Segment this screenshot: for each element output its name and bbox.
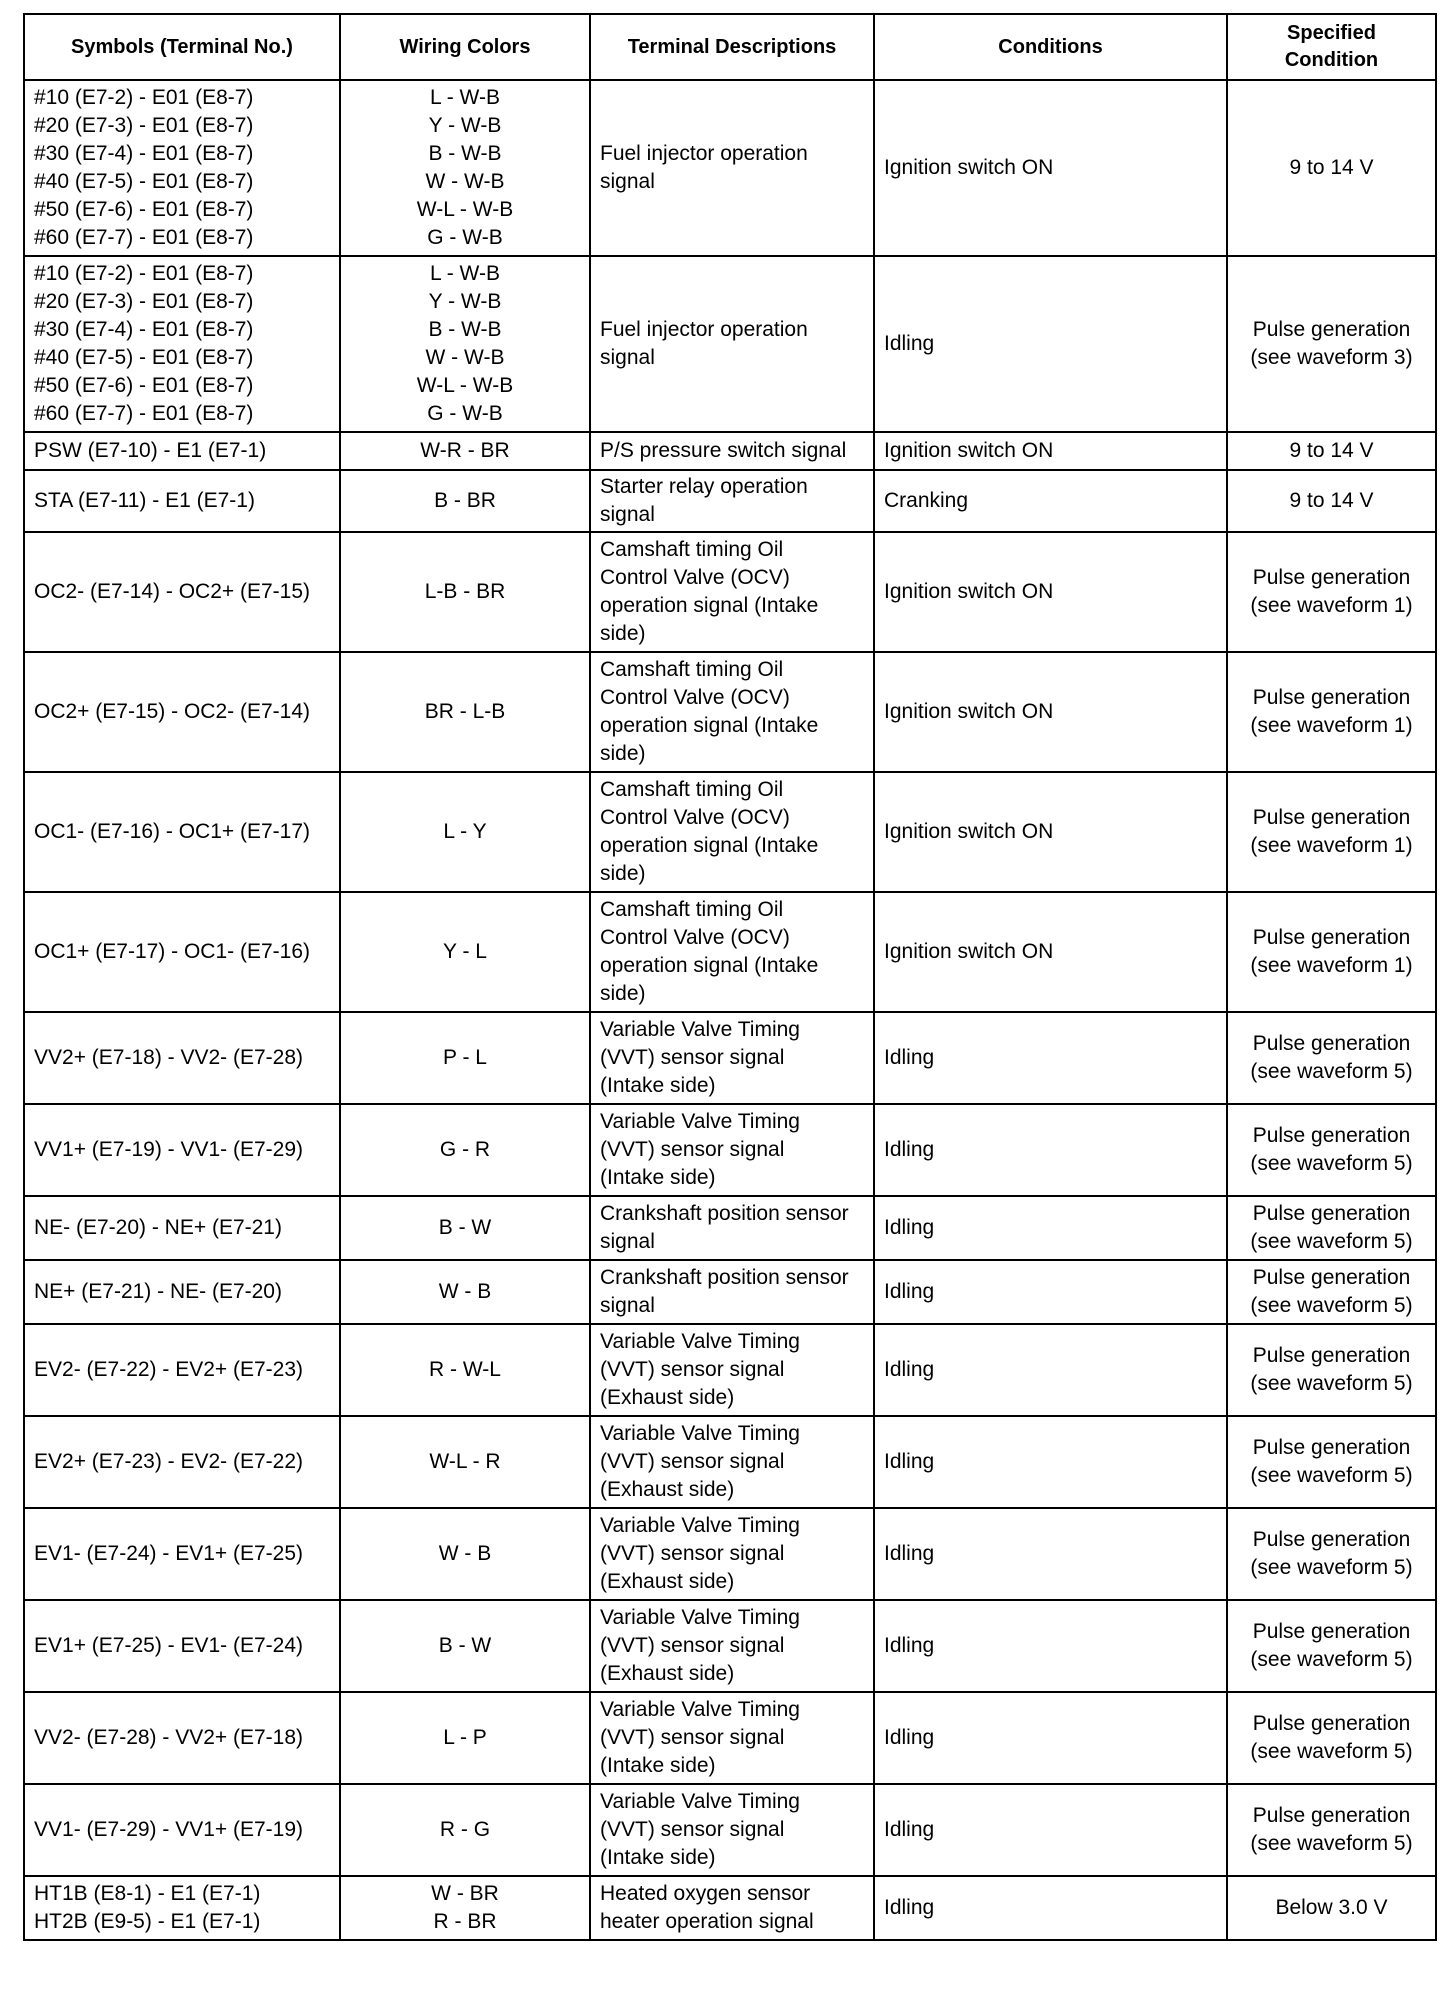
description-cell (590, 1876, 874, 1940)
specified-condition-cell (1227, 1416, 1436, 1508)
wiring-color-cell (340, 432, 590, 470)
symbol-cell-line: #20 (E7-3) - E01 (E8-7) (34, 290, 254, 313)
condition-cell (874, 1012, 1227, 1104)
description-cell-line: Variable Valve Timing (600, 1514, 800, 1537)
wiring-color-cell-line: R - BR (433, 1910, 497, 1933)
symbol-cell (24, 1324, 340, 1416)
wiring-color-cell-line: W-L - R (429, 1450, 501, 1473)
condition-cell-line: Idling (884, 1634, 935, 1657)
symbol-cell (24, 892, 340, 1012)
description-cell-line: Variable Valve Timing (600, 1790, 800, 1813)
condition-cell (874, 1196, 1227, 1260)
specified-condition-cell (1227, 1508, 1436, 1600)
header-symbols: Symbols (Terminal No.) (24, 14, 340, 80)
specified-condition-cell-line: (see waveform 5) (1250, 1152, 1413, 1175)
specified-condition-cell-line: (see waveform 1) (1250, 954, 1413, 977)
description-cell-line: signal (600, 1294, 655, 1317)
symbol-cell-line: #10 (E7-2) - E01 (E8-7) (34, 262, 254, 285)
symbol-cell (24, 470, 340, 532)
wiring-color-cell-line: Y - W-B (428, 114, 502, 137)
description-cell-line: Variable Valve Timing (600, 1110, 800, 1133)
condition-cell (874, 256, 1227, 432)
wiring-color-cell (340, 1784, 590, 1876)
wiring-color-cell-line: L - W-B (429, 86, 500, 109)
description-cell-line: side) (600, 742, 646, 765)
symbol-cell (24, 1784, 340, 1876)
symbol-cell-line: VV2- (E7-28) - VV2+ (E7-18) (34, 1726, 304, 1749)
wiring-color-cell-line: L - Y (443, 820, 487, 843)
symbol-cell (24, 1416, 340, 1508)
specified-condition-cell-line: Pulse generation (1252, 1712, 1411, 1735)
description-cell-line: signal (600, 170, 655, 193)
symbol-cell-line: STA (E7-11) - E1 (E7-1) (34, 489, 255, 512)
symbol-cell-line: EV2- (E7-22) - EV2+ (E7-23) (34, 1358, 304, 1381)
description-cell-line: (VVT) sensor signal (600, 1358, 785, 1381)
table-row (24, 1876, 1436, 1940)
wiring-color-cell-line: W - B (438, 1280, 492, 1303)
condition-cell (874, 532, 1227, 652)
description-cell-line: Crankshaft position sensor (600, 1202, 849, 1225)
description-cell (590, 1012, 874, 1104)
description-cell-line: (VVT) sensor signal (600, 1542, 785, 1565)
description-cell-line: P/S pressure switch signal (600, 439, 847, 462)
symbol-cell (24, 1196, 340, 1260)
symbol-cell-line: #30 (E7-4) - E01 (E8-7) (34, 318, 254, 341)
condition-cell-line: Idling (884, 1216, 935, 1239)
symbol-cell (24, 256, 340, 432)
symbol-cell-line: #40 (E7-5) - E01 (E8-7) (34, 346, 254, 369)
condition-cell (874, 1104, 1227, 1196)
condition-cell-line: Idling (884, 332, 935, 355)
specified-condition-cell-line: Pulse generation (1252, 1344, 1411, 1367)
wiring-color-cell (340, 532, 590, 652)
description-cell-line: operation signal (Intake (600, 954, 819, 977)
specified-condition-cell (1227, 1104, 1436, 1196)
condition-cell-line: Idling (884, 1450, 935, 1473)
symbol-cell (24, 532, 340, 652)
condition-cell (874, 470, 1227, 532)
description-cell-line: Fuel injector operation (600, 142, 808, 165)
condition-cell-line: Ignition switch ON (884, 439, 1054, 462)
table-row (24, 1416, 1436, 1508)
symbol-cell (24, 1260, 340, 1324)
description-cell-line: (Exhaust side) (600, 1570, 735, 1593)
table-row (24, 532, 1436, 652)
condition-cell (874, 1416, 1227, 1508)
table-row (24, 1508, 1436, 1600)
condition-cell (874, 80, 1227, 256)
wiring-color-cell (340, 652, 590, 772)
table-row (24, 256, 1436, 432)
symbol-cell-line: NE- (E7-20) - NE+ (E7-21) (34, 1216, 282, 1239)
specified-condition-cell-line: Pulse generation (1252, 318, 1411, 341)
condition-cell-line: Ignition switch ON (884, 820, 1054, 843)
description-cell (590, 1196, 874, 1260)
specified-condition-cell-line: (see waveform 1) (1250, 714, 1413, 737)
specified-condition-cell-line: (see waveform 5) (1250, 1648, 1413, 1671)
header-row (24, 14, 1436, 80)
condition-cell-line: Idling (884, 1358, 935, 1381)
condition-cell-line: Idling (884, 1726, 935, 1749)
table-row (24, 1692, 1436, 1784)
wiring-color-cell (340, 1876, 590, 1940)
wiring-color-cell-line: L - W-B (429, 262, 500, 285)
specified-condition-cell-line: Pulse generation (1252, 1528, 1411, 1551)
specified-condition-cell (1227, 256, 1436, 432)
description-cell (590, 432, 874, 470)
specified-condition-cell (1227, 432, 1436, 470)
wiring-color-cell (340, 1104, 590, 1196)
specified-condition-cell (1227, 470, 1436, 532)
description-cell-line: (Exhaust side) (600, 1478, 735, 1501)
condition-cell (874, 772, 1227, 892)
description-cell (590, 532, 874, 652)
description-cell-line: Camshaft timing Oil (600, 658, 784, 681)
condition-cell (874, 1600, 1227, 1692)
description-cell-line: Heated oxygen sensor (600, 1882, 811, 1905)
symbol-cell-line: VV1- (E7-29) - VV1+ (E7-19) (34, 1818, 304, 1841)
specified-condition-cell-line: (see waveform 5) (1250, 1464, 1413, 1487)
specified-condition-cell (1227, 532, 1436, 652)
specified-condition-cell (1227, 772, 1436, 892)
description-cell-line: (VVT) sensor signal (600, 1818, 785, 1841)
symbol-cell-line: #20 (E7-3) - E01 (E8-7) (34, 114, 254, 137)
specified-condition-cell-line: (see waveform 5) (1250, 1060, 1413, 1083)
table-row (24, 1324, 1436, 1416)
description-cell (590, 892, 874, 1012)
wiring-color-cell-line: W - B (438, 1542, 492, 1565)
wiring-color-cell-line: W-L - W-B (416, 198, 514, 221)
symbol-cell-line: NE+ (E7-21) - NE- (E7-20) (34, 1280, 282, 1303)
table-row (24, 652, 1436, 772)
symbol-cell-line: OC2- (E7-14) - OC2+ (E7-15) (34, 580, 310, 603)
description-cell (590, 80, 874, 256)
description-cell-line: operation signal (Intake (600, 594, 819, 617)
description-cell-line: Control Valve (OCV) (600, 806, 790, 829)
symbol-cell-line: #60 (E7-7) - E01 (E8-7) (34, 402, 254, 425)
wiring-color-cell (340, 1196, 590, 1260)
description-cell-line: Control Valve (OCV) (600, 926, 790, 949)
symbol-cell-line: #30 (E7-4) - E01 (E8-7) (34, 142, 254, 165)
specified-condition-cell-line: Pulse generation (1252, 1620, 1411, 1643)
wiring-color-cell-line: W-R - BR (420, 439, 510, 462)
wiring-color-cell-line: R - G (439, 1818, 491, 1841)
wiring-color-cell-line: W - BR (431, 1882, 499, 1905)
condition-cell-line: Ignition switch ON (884, 580, 1054, 603)
symbol-cell-line: #10 (E7-2) - E01 (E8-7) (34, 86, 254, 109)
specified-condition-cell-line: (see waveform 1) (1250, 834, 1413, 857)
table-row (24, 80, 1436, 256)
symbol-cell (24, 1104, 340, 1196)
description-cell-line: (Intake side) (600, 1754, 716, 1777)
description-cell-line: heater operation signal (600, 1910, 814, 1933)
specified-condition-cell-line: (see waveform 5) (1250, 1372, 1413, 1395)
wiring-color-cell-line: Y - W-B (428, 290, 502, 313)
wiring-color-cell (340, 470, 590, 532)
wiring-color-cell (340, 1324, 590, 1416)
wiring-color-cell-line: B - W-B (428, 318, 502, 341)
description-cell (590, 652, 874, 772)
description-cell-line: Variable Valve Timing (600, 1018, 800, 1041)
table-row (24, 1196, 1436, 1260)
header-specified-line: Condition (1284, 49, 1379, 71)
symbol-cell (24, 772, 340, 892)
description-cell-line: Camshaft timing Oil (600, 898, 784, 921)
condition-cell (874, 652, 1227, 772)
condition-cell (874, 1876, 1227, 1940)
condition-cell-line: Cranking (884, 489, 969, 512)
specified-condition-cell (1227, 652, 1436, 772)
specified-condition-cell-line: 9 to 14 V (1289, 156, 1374, 179)
symbol-cell (24, 1012, 340, 1104)
description-cell-line: Camshaft timing Oil (600, 538, 784, 561)
specified-condition-cell-line: (see waveform 1) (1250, 594, 1413, 617)
specified-condition-cell (1227, 1876, 1436, 1940)
header-specified-line: Specified (1287, 22, 1376, 44)
symbol-cell (24, 652, 340, 772)
symbol-cell (24, 1508, 340, 1600)
symbol-cell (24, 1692, 340, 1784)
wiring-color-cell-line: G - R (439, 1138, 491, 1161)
specified-condition-cell-line: 9 to 14 V (1289, 489, 1374, 512)
description-cell (590, 1508, 874, 1600)
description-cell-line: (Exhaust side) (600, 1386, 735, 1409)
condition-cell-line: Idling (884, 1818, 935, 1841)
symbol-cell-line: EV1- (E7-24) - EV1+ (E7-25) (34, 1542, 304, 1565)
table-row (24, 1012, 1436, 1104)
condition-cell (874, 1692, 1227, 1784)
description-cell-line: (VVT) sensor signal (600, 1634, 785, 1657)
table-row (24, 772, 1436, 892)
description-cell-line: signal (600, 503, 655, 526)
wiring-color-cell (340, 892, 590, 1012)
symbol-cell (24, 432, 340, 470)
specified-condition-cell (1227, 1692, 1436, 1784)
symbol-cell-line: HT1B (E8-1) - E1 (E7-1) (34, 1882, 261, 1905)
table-row (24, 1784, 1436, 1876)
description-cell-line: operation signal (Intake (600, 834, 819, 857)
condition-cell (874, 892, 1227, 1012)
specified-condition-cell-line: Pulse generation (1252, 806, 1411, 829)
symbol-cell-line: EV2+ (E7-23) - EV2- (E7-22) (34, 1450, 304, 1473)
condition-cell (874, 1508, 1227, 1600)
wiring-color-cell (340, 1012, 590, 1104)
wiring-color-cell (340, 1260, 590, 1324)
symbol-cell (24, 1876, 340, 1940)
description-cell-line: Control Valve (OCV) (600, 686, 790, 709)
condition-cell-line: Ignition switch ON (884, 700, 1054, 723)
condition-cell-line: Idling (884, 1046, 935, 1069)
description-cell-line: Starter relay operation (600, 475, 808, 498)
specified-condition-cell-line: (see waveform 5) (1250, 1832, 1413, 1855)
description-cell-line: Fuel injector operation (600, 318, 808, 341)
specified-condition-cell (1227, 1012, 1436, 1104)
specified-condition-cell-line: Pulse generation (1252, 1124, 1411, 1147)
condition-cell-line: Idling (884, 1542, 935, 1565)
wiring-color-cell-line: BR - L-B (424, 700, 506, 723)
table-row (24, 432, 1436, 470)
description-cell-line: (VVT) sensor signal (600, 1046, 785, 1069)
terminal-table (23, 13, 1437, 1941)
wiring-color-cell (340, 256, 590, 432)
condition-cell-line: Ignition switch ON (884, 940, 1054, 963)
condition-cell (874, 432, 1227, 470)
description-cell-line: side) (600, 622, 646, 645)
symbol-cell-line: #50 (E7-6) - E01 (E8-7) (34, 198, 254, 221)
wiring-color-cell-line: R - W-L (429, 1358, 501, 1381)
symbol-cell-line: HT2B (E9-5) - E1 (E7-1) (34, 1910, 261, 1933)
symbol-cell-line: PSW (E7-10) - E1 (E7-1) (34, 439, 267, 462)
symbol-cell-line: OC1- (E7-16) - OC1+ (E7-17) (34, 820, 310, 843)
condition-cell (874, 1260, 1227, 1324)
specified-condition-cell (1227, 80, 1436, 256)
wiring-color-cell (340, 1692, 590, 1784)
wiring-color-cell-line: W-L - W-B (416, 374, 514, 397)
table-row (24, 1260, 1436, 1324)
description-cell-line: Variable Valve Timing (600, 1606, 800, 1629)
description-cell-line: Camshaft timing Oil (600, 778, 784, 801)
wiring-color-cell (340, 1600, 590, 1692)
specified-condition-cell-line: Pulse generation (1252, 1032, 1411, 1055)
wiring-color-cell-line: G - W-B (427, 226, 503, 249)
wiring-color-cell-line: B - W (438, 1216, 492, 1239)
specified-condition-cell-line: (see waveform 5) (1250, 1230, 1413, 1253)
specified-condition-cell-line: Pulse generation (1252, 1202, 1411, 1225)
specified-condition-cell-line: Below 3.0 V (1275, 1896, 1388, 1919)
specified-condition-cell (1227, 1260, 1436, 1324)
description-cell-line: (Intake side) (600, 1166, 716, 1189)
wiring-color-cell (340, 1508, 590, 1600)
description-cell (590, 1260, 874, 1324)
specified-condition-cell-line: (see waveform 5) (1250, 1294, 1413, 1317)
symbol-cell (24, 80, 340, 256)
description-cell-line: side) (600, 982, 646, 1005)
condition-cell (874, 1784, 1227, 1876)
header-wiring-colors: Wiring Colors (340, 14, 590, 80)
specified-condition-cell-line: (see waveform 5) (1250, 1556, 1413, 1579)
symbol-cell-line: #40 (E7-5) - E01 (E8-7) (34, 170, 254, 193)
condition-cell (874, 1324, 1227, 1416)
specified-condition-cell-line: Pulse generation (1252, 926, 1411, 949)
specified-condition-cell-line: (see waveform 5) (1250, 1740, 1413, 1763)
description-cell-line: (Intake side) (600, 1074, 716, 1097)
symbol-cell-line: #50 (E7-6) - E01 (E8-7) (34, 374, 254, 397)
condition-cell-line: Idling (884, 1280, 935, 1303)
description-cell-line: side) (600, 862, 646, 885)
description-cell (590, 1600, 874, 1692)
header-conditions: Conditions (874, 14, 1227, 80)
description-cell-line: (VVT) sensor signal (600, 1450, 785, 1473)
symbol-cell-line: VV2+ (E7-18) - VV2- (E7-28) (34, 1046, 304, 1069)
wiring-color-cell-line: Y - L (443, 940, 487, 963)
specified-condition-cell (1227, 892, 1436, 1012)
description-cell-line: Variable Valve Timing (600, 1422, 800, 1445)
description-cell-line: Crankshaft position sensor (600, 1266, 849, 1289)
table-row (24, 1600, 1436, 1692)
wiring-color-cell-line: L - P (443, 1726, 487, 1749)
description-cell (590, 256, 874, 432)
specified-condition-cell-line: Pulse generation (1252, 566, 1411, 589)
description-cell-line: Variable Valve Timing (600, 1330, 800, 1353)
wiring-color-cell-line: L-B - BR (424, 580, 506, 603)
specified-condition-cell-line: Pulse generation (1252, 686, 1411, 709)
wiring-color-cell-line: G - W-B (427, 402, 503, 425)
wiring-color-cell-line: W - W-B (425, 170, 505, 193)
table-row (24, 470, 1436, 532)
description-cell (590, 1692, 874, 1784)
condition-cell-line: Idling (884, 1896, 935, 1919)
description-cell (590, 470, 874, 532)
header-terminal-descriptions: Terminal Descriptions (590, 14, 874, 80)
wiring-color-cell-line: W - W-B (425, 346, 505, 369)
specified-condition-cell (1227, 1600, 1436, 1692)
description-cell-line: (VVT) sensor signal (600, 1726, 785, 1749)
symbol-cell-line: VV1+ (E7-19) - VV1- (E7-29) (34, 1138, 304, 1161)
symbol-cell-line: OC2+ (E7-15) - OC2- (E7-14) (34, 700, 310, 723)
wiring-color-cell-line: B - W (438, 1634, 492, 1657)
wiring-color-cell-line: P - L (443, 1046, 487, 1069)
specified-condition-cell-line: (see waveform 3) (1250, 346, 1413, 369)
table-row (24, 1104, 1436, 1196)
specified-condition-cell-line: Pulse generation (1252, 1436, 1411, 1459)
description-cell-line: signal (600, 1230, 655, 1253)
description-cell-line: (Intake side) (600, 1846, 716, 1869)
description-cell (590, 1104, 874, 1196)
symbol-cell (24, 1600, 340, 1692)
specified-condition-cell (1227, 1784, 1436, 1876)
specified-condition-cell-line: Pulse generation (1252, 1266, 1411, 1289)
wiring-color-cell (340, 1416, 590, 1508)
description-cell (590, 772, 874, 892)
description-cell (590, 1324, 874, 1416)
specified-condition-cell-line: 9 to 14 V (1289, 439, 1374, 462)
description-cell-line: (VVT) sensor signal (600, 1138, 785, 1161)
specified-condition-cell-line: Pulse generation (1252, 1804, 1411, 1827)
description-cell-line: signal (600, 346, 655, 369)
wiring-color-cell-line: B - W-B (428, 142, 502, 165)
condition-cell-line: Ignition switch ON (884, 156, 1054, 179)
description-cell-line: Control Valve (OCV) (600, 566, 790, 589)
description-cell (590, 1784, 874, 1876)
specified-condition-cell (1227, 1324, 1436, 1416)
wiring-color-cell (340, 80, 590, 256)
symbol-cell-line: EV1+ (E7-25) - EV1- (E7-24) (34, 1634, 304, 1657)
description-cell-line: (Exhaust side) (600, 1662, 735, 1685)
symbol-cell-line: OC1+ (E7-17) - OC1- (E7-16) (34, 940, 310, 963)
symbol-cell-line: #60 (E7-7) - E01 (E8-7) (34, 226, 254, 249)
description-cell (590, 1416, 874, 1508)
description-cell-line: operation signal (Intake (600, 714, 819, 737)
header-specified-condition (1227, 14, 1436, 80)
condition-cell-line: Idling (884, 1138, 935, 1161)
specified-condition-cell (1227, 1196, 1436, 1260)
wiring-color-cell (340, 772, 590, 892)
description-cell-line: Variable Valve Timing (600, 1698, 800, 1721)
wiring-color-cell-line: B - BR (434, 489, 496, 512)
table-row (24, 892, 1436, 1012)
